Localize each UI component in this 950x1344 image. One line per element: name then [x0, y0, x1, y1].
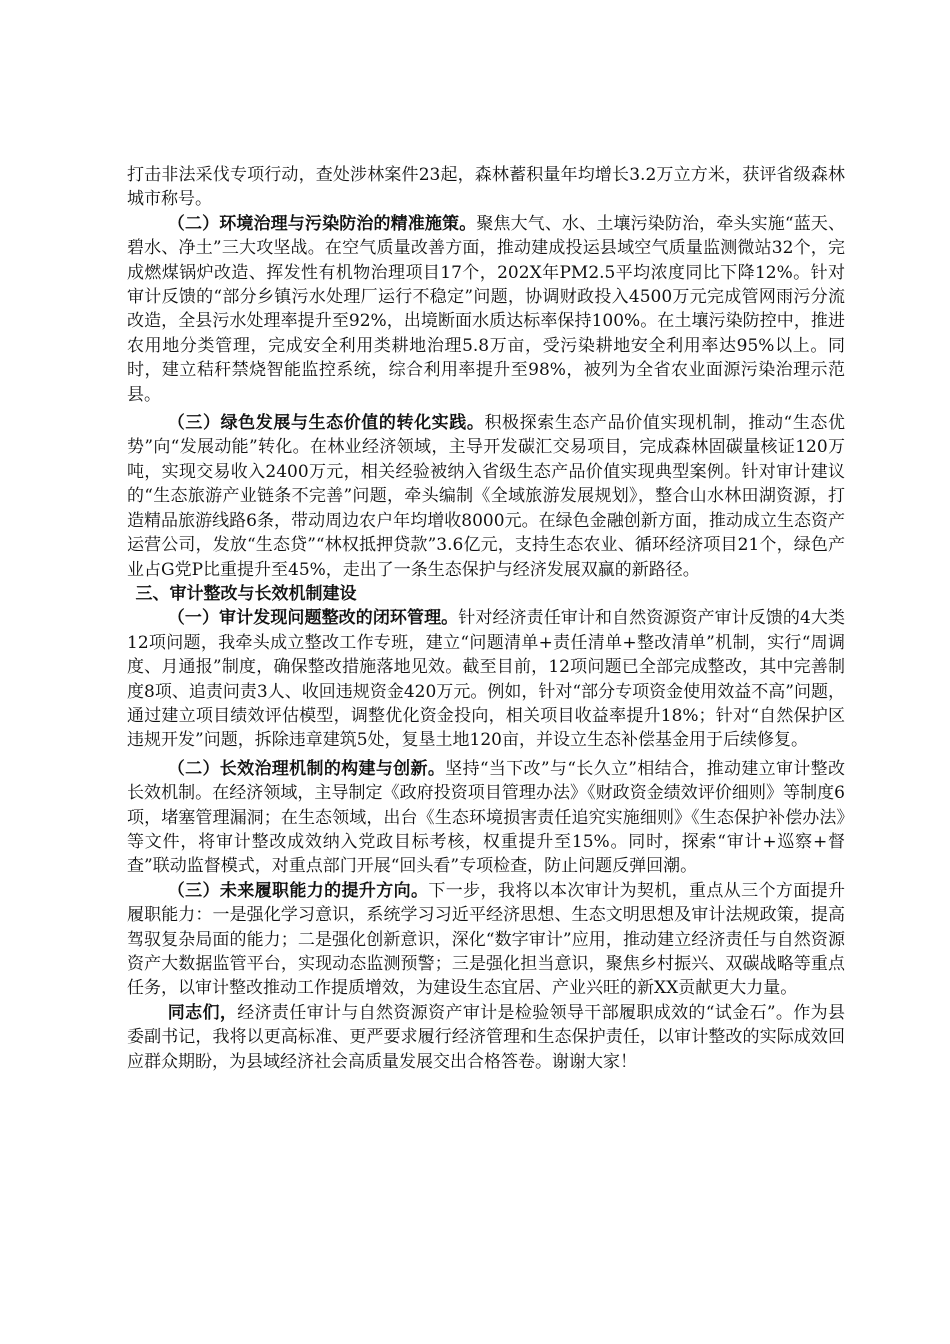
paragraph-lead: （一）审计发现问题整改的闭环管理。 — [167, 608, 459, 629]
paragraph-lead: （二）环境治理与污染防治的精准施策。 — [167, 213, 477, 234]
paragraph-text: 打击非法采伐专项行动，查处涉林案件23起，森林蓄积量年均增长3.2万立方米，获评省级森林城市称号。 — [127, 165, 845, 210]
paragraph-green-development — [127, 411, 845, 582]
paragraph-text: 下一步，我将以本次审计为契机，重点从三个方面提升履职能力：一是强化学习意识，系统学习习近平经济思想、生态文明思想及审计法规政策，提高驾驭复杂局面的能力；二是强化创新意识，深化“数字审计”应用，推动建立经济责任与自然资源资产大数据监管平台，实现动态监测预警；三是强化担当意识，聚焦乡村振兴、双碳战略等重点任务，以审计整改推动工作提质增效，为建设生态宜居、产业兴旺的新XX贡献更大力量。 — [127, 880, 846, 999]
paragraph-lead: （三）绿色发展与生态价值的转化实践。 — [167, 413, 485, 434]
paragraph-text: 针对经济责任审计和自然资源资产审计反馈的4大类12项问题，我牵头成立整改工作专班，建立“问题清单+责任清单+整改清单”机制，实行“周调度、月通报”制度，确保整改措施落地见效。截至目前，12项问题已全部完成整改，其中完善制度8项、追责问责3人、收回违规资金420万元。例如，针对“部分专项资金使用效益不高”问题，通过建立项目绩效评估模型，调整优化资金投向，相关项目收益率提升18%；针对“自然保护区违规开发”问题，拆除违章建筑5处，复垦土地120亩，并设立生态补偿基金用于后续修复。 — [127, 608, 846, 751]
paragraph-future-capability — [127, 879, 845, 1001]
paragraph-closing-remarks — [127, 1001, 845, 1074]
paragraph-lead: （二）长效治理机制的构建与创新。 — [167, 758, 446, 779]
paragraph-lead: 同志们， — [167, 1002, 238, 1023]
paragraph-text: 经济责任审计与自然资源资产审计是检验领导干部履职成效的“试金石”。作为县委副书记，我将以更高标准、更严要求履行经济管理和生态保护责任，以审计整改的实际成效回应群众期盼，为县域经济社会高质量发展交出合格答卷。谢谢大家！ — [127, 1002, 845, 1072]
paragraph-long-term-mechanism — [127, 757, 845, 879]
paragraph-continuation — [127, 163, 845, 212]
document-body — [127, 163, 845, 1074]
paragraph-lead: （三）未来履职能力的提升方向。 — [167, 880, 429, 901]
paragraph-text: 积极探索生态产品价值实现机制，推动“生态优势”向“发展动能”转化。在林业经济领域，主导开发碳汇交易项目，完成森林固碳量核证120万吨，实现交易收入2400万元，相关经验被纳入省级生态产品价值实现典型案例。针对审计建议的“生态旅游产业链条不完善”问题，牵头编制《全域旅游发展规划》，整合山水林田湖资源，打造精品旅游线路6条，带动周边农户年均增收8000元。在绿色金融创新方面，推动成立生态资产运营公司，发放“生态贷”“林权抵押贷款”3.6亿元，支持生态农业、循环经济项目21个，绿色产业占G党P比重提升至45%，走出了一条生态保护与经济发展双赢的新路径。 — [127, 413, 846, 580]
paragraph-text: 坚持“当下改”与“长久立”相结合，推动建立审计整改长效机制。在经济领域，主导制定《政府投资项目管理办法》《财政资金绩效评价细则》等制度6项，堵塞管理漏洞；在生态领域，出台《生态环境损害责任追究实施细则》《生态保护补偿办法》等文件，将审计整改成效纳入党政目标考核，权重提升至15%。同时，探索“审计+巡察+督查”联动监督模式，对重点部门开展“回头看”专项检查，防止问题反弹回潮。 — [127, 758, 845, 877]
paragraph-environment-governance — [127, 212, 845, 407]
section-heading-text: 三、审计整改与长效机制建设 — [135, 583, 357, 604]
paragraph-closed-loop-rectification — [127, 606, 845, 752]
section-heading — [127, 582, 845, 606]
paragraph-text: 聚焦大气、水、土壤污染防治，牵头实施“蓝天、碧水、净土”三大攻坚战。在空气质量改善方面，推动建成投运县域空气质量监测微站32个，完成燃煤锅炉改造、挥发性有机物治理项目17个，202X年PM2.5平均浓度同比下降12%。针对审计反馈的“部分乡镇污水处理厂运行不稳定”问题，协调财政投入4500万元完成管网雨污分流改造，全县污水处理率提升至92%，出境断面水质达标率保持100%。在土壤污染防控中，推进农用地分类管理，完成安全利用类耕地治理5.8万亩，受污染耕地安全利用率达95%以上。同时，建立秸秆禁烧智能监控系统，综合利用率提升至98%，被列为全省农业面源污染治理示范县。 — [127, 213, 845, 405]
